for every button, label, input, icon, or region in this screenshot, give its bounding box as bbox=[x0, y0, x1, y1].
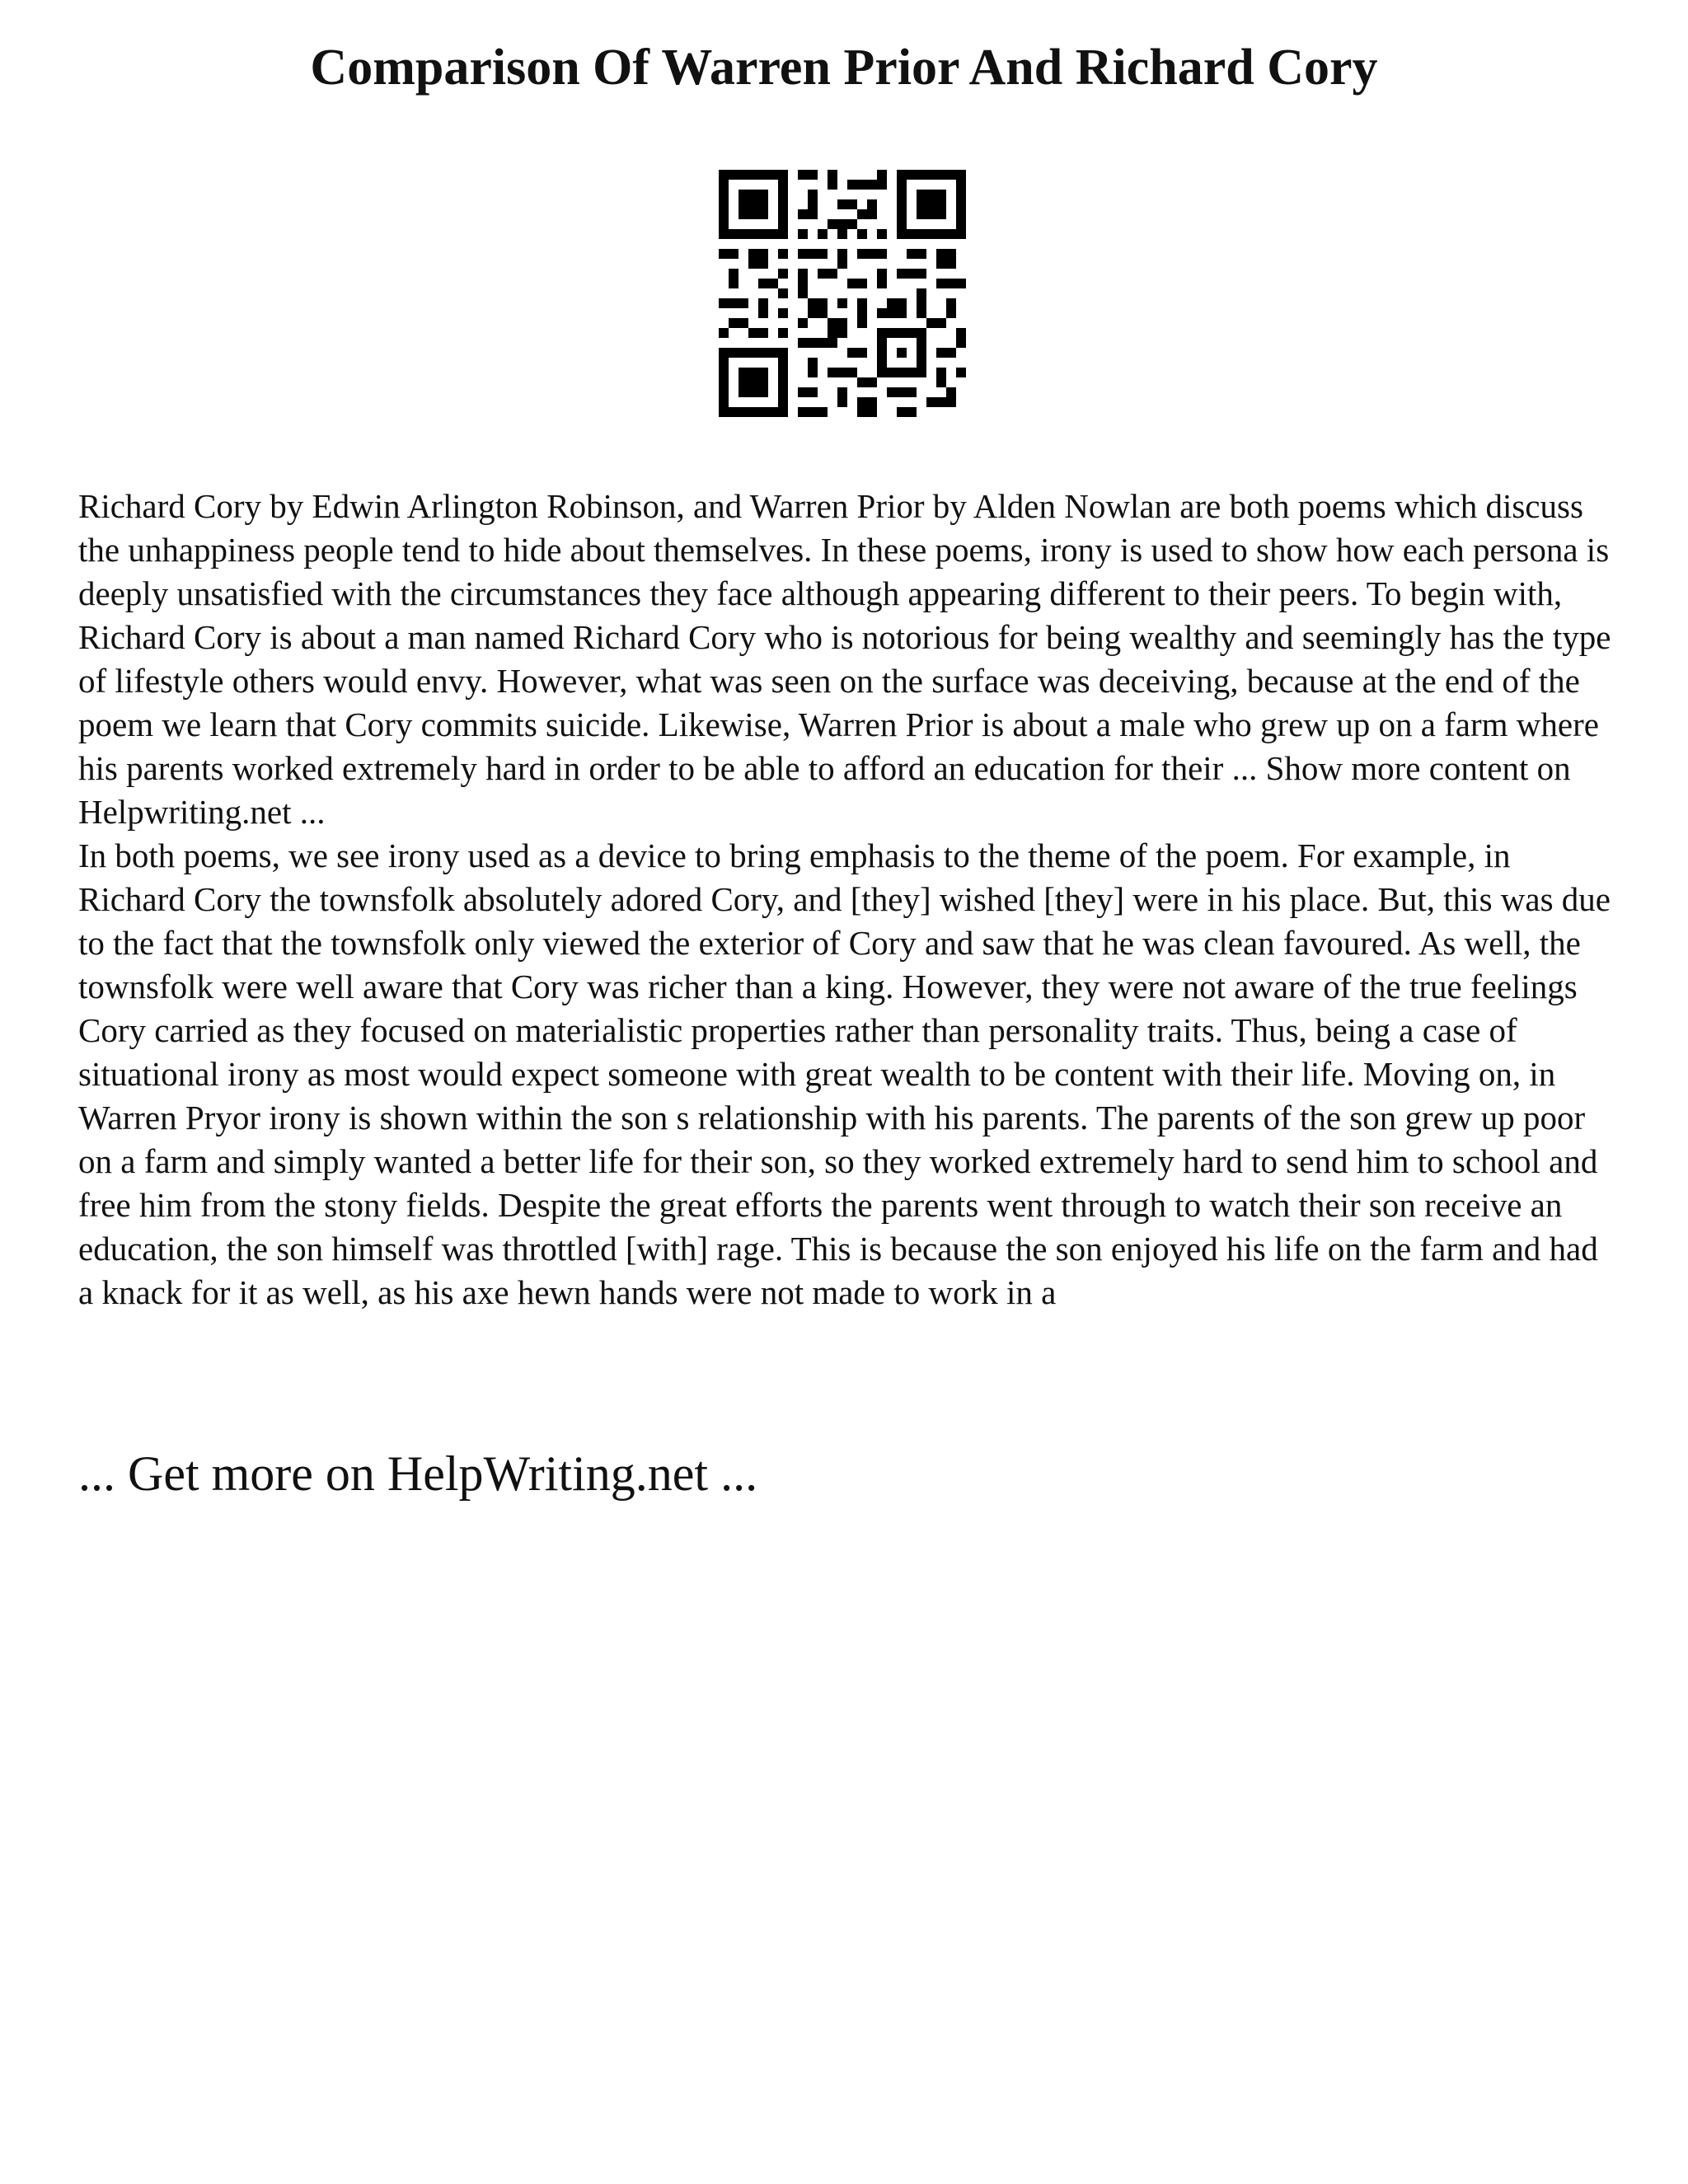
get-more-link[interactable]: ... Get more on HelpWriting.net ... bbox=[78, 1446, 758, 1501]
article-body bbox=[78, 485, 1620, 1315]
paragraph-1: Richard Cory by Edwin Arlington Robinson, and Warren Prior by Alden Nowlan are both poems which discuss the unhappiness people tend to hide about themselves. In these poems, irony is used to show how each persona is deeply unsatisfied with the circumstances they face although appearing different to their peers. To begin with, Richard Cory is about a man named Richard Cory who is notorious for being wealthy and seemingly has the type of lifestyle others would envy. However, what was seen on the surface was deceiving, because at the end of the poem we learn that Cory commits suicide. Likewise, Warren Prior is about a male who grew up on a farm where his parents worked extremely hard in order to be able to afford an education for their ... Show more content on Helpwriting.net ... bbox=[78, 487, 1611, 831]
paragraph-2: In both poems, we see irony used as a device to bring emphasis to the theme of the poem. For example, in Richard Cory the townsfolk absolutely adored Cory, and [they] wished [they] were in his place. But, this was due to the fact that the townsfolk only viewed the exterior of Cory and saw that he was clean favoured. As well, the townsfolk were well aware that Cory was richer than a king. However, they were not aware of the true feelings Cory carried as they focused on materialistic properties rather than personality traits. Thus, being a case of situational irony as most would expect someone with great wealth to be content with their life. Moving on, in Warren Pryor irony is shown within the son s relationship with his parents. The parents of the son grew up poor on a farm and simply wanted a better life for their son, so they worked extremely hard to send him to school and free him from the stony fields. Despite the great efforts the parents went through to watch their son receive an education, the son himself was throttled [with] rage. This is because the son enjoyed his life on the farm and had a knack for it as well, as his axe hewn hands were not made to work in a bbox=[78, 837, 1611, 1311]
qr-code-icon bbox=[719, 170, 966, 417]
page-title: Comparison Of Warren Prior And Richard Cory bbox=[310, 40, 1378, 96]
